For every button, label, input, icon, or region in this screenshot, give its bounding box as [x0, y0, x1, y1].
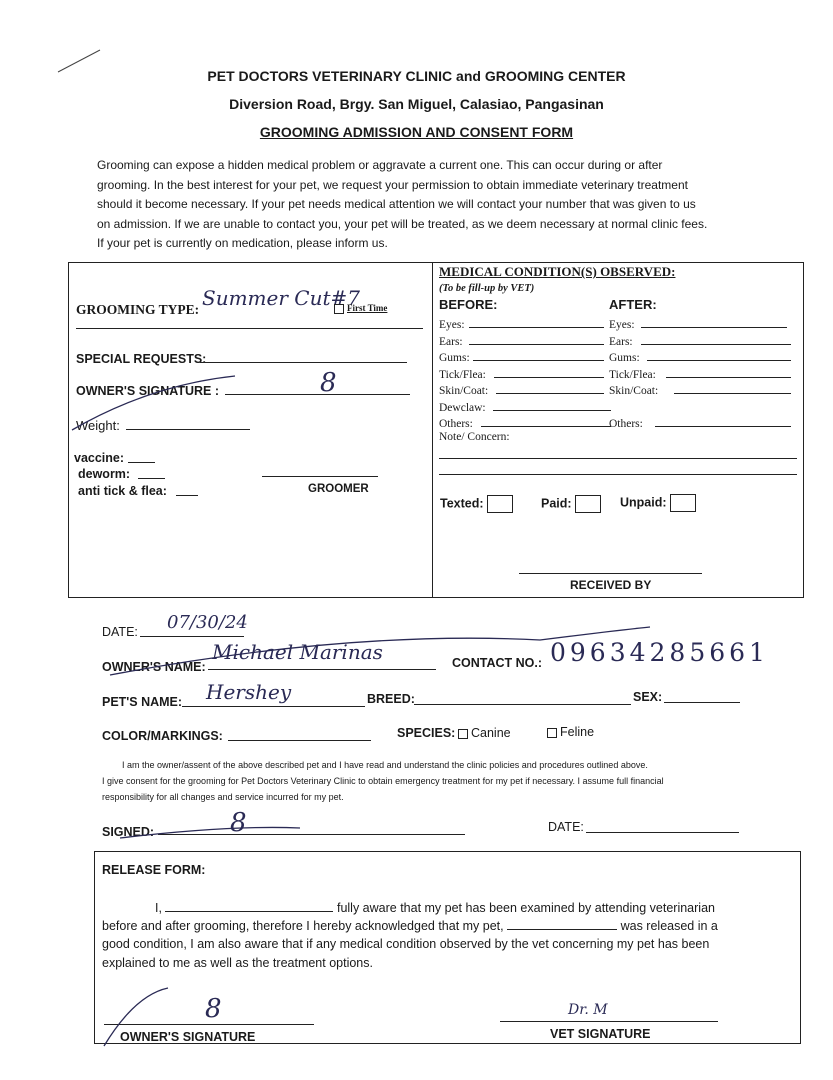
- clinic-name: PET DOCTORS VETERINARY CLINIC and GROOMING CENTER: [207, 68, 626, 84]
- after-item-label: Ears:: [609, 335, 633, 348]
- consent-line-1: I am the owner/assent of the above described pet and I have read and understand the clinic policies and procedures outlined above.: [122, 760, 648, 770]
- grooming-type-label: GROOMING TYPE:: [76, 302, 200, 317]
- intro-line: should it become necessary. If your pet needs medical attention we will contact your number that was given to us: [97, 197, 696, 211]
- grooming-type-value[interactable]: Summer Cut#7: [202, 286, 360, 310]
- after-item-label: Gums:: [609, 352, 640, 364]
- consent-date-label: DATE:: [548, 820, 584, 834]
- medical-title: MEDICAL CONDITION(S) OBSERVED:: [439, 264, 676, 279]
- owner-name-value: Michael Marinas: [212, 640, 383, 664]
- breed-label: BREED:: [367, 692, 415, 706]
- after-item-label: Tick/Flea:: [609, 368, 656, 381]
- release-owner-signature-mark: 8: [205, 994, 222, 1024]
- release-line-4: explained to me as well as the treatment options.: [102, 956, 373, 970]
- consent-line-3: responsibility for all changes and service incurred for my pet.: [102, 792, 344, 802]
- signature-stroke: [110, 627, 650, 675]
- deworm-label: deworm:: [78, 467, 131, 481]
- weight-label: Weight:: [76, 418, 120, 433]
- release-i-label: I,: [155, 901, 162, 915]
- contact-value: 09634285661: [550, 638, 769, 667]
- texted-label: Texted:: [440, 496, 484, 511]
- release-title: RELEASE FORM:: [102, 863, 206, 877]
- owner-name-label: OWNER'S NAME:: [102, 660, 206, 674]
- vet-signature-mark: Dr. M: [568, 1002, 608, 1018]
- antitick-label: anti tick & flea:: [78, 484, 167, 498]
- after-item-label: Eyes:: [609, 319, 635, 331]
- before-label: BEFORE:: [439, 297, 498, 312]
- signature-stroke: [72, 376, 235, 430]
- intro-line: If your pet is currently on medication, please inform us.: [97, 236, 388, 250]
- received-by-label: RECEIVED BY: [570, 578, 652, 592]
- canine-label: Canine: [471, 726, 511, 740]
- form-title: GROOMING ADMISSION AND CONSENT FORM: [259, 124, 574, 140]
- first-time-label: First Time: [347, 303, 388, 313]
- groomer-label: GROOMER: [308, 483, 369, 495]
- signed-mark: 8: [230, 808, 247, 838]
- clinic-address: Diversion Road, Brgy. San Miguel, Calasiao, Pangasinan: [229, 96, 604, 112]
- paid-label: Paid:: [541, 496, 572, 511]
- before-item-label: Gums:: [439, 352, 470, 364]
- vaccine-label: vaccine:: [74, 451, 125, 465]
- before-item-label: Eyes:: [439, 319, 465, 331]
- release-text: before and after grooming, therefore I hereby acknowledged that my pet,: [102, 919, 504, 933]
- intro-line: grooming. In the best interest for your pet, we request your permission to obtain immediate veterinary treatment: [97, 177, 688, 192]
- before-item-label: Dewclaw:: [439, 401, 486, 414]
- owner-signature-mark: 8: [320, 368, 337, 398]
- contact-label: CONTACT NO.:: [452, 656, 543, 670]
- intro-line: on admission. If we are unable to contact you, your pet will be treated, as we deem necessary at normal clinic fees.: [97, 216, 708, 231]
- signature-stroke: [104, 988, 168, 1046]
- sex-label: SEX:: [633, 690, 663, 704]
- after-item-label: Others:: [609, 418, 643, 430]
- release-text: fully aware that my pet has been examined by attending veterinarian: [336, 901, 715, 915]
- stray-pen-mark: [58, 50, 100, 72]
- release-line-3: good condition, I am also aware that if any medical condition observed by the vet concerning my pet has been: [102, 937, 710, 951]
- unpaid-label: Unpaid:: [620, 495, 667, 510]
- special-requests-label: SPECIAL REQUESTS:: [76, 352, 207, 366]
- signature-stroke: [120, 827, 300, 838]
- date-value: 07/30/24: [167, 612, 248, 633]
- before-item-label: Others:: [439, 418, 473, 430]
- pet-name-label: PET'S NAME:: [102, 695, 183, 709]
- before-item-label: Tick/Flea:: [439, 368, 486, 381]
- note-label: Note/ Concern:: [439, 431, 510, 443]
- after-item-label: Skin/Coat:: [609, 385, 659, 397]
- pet-name-value: Hershey: [206, 680, 292, 704]
- before-item-label: Ears:: [439, 335, 463, 348]
- consent-line-2: I give consent for the grooming for Pet Doctors Veterinary Clinic to obtain emergency treatment for my pet if necessary. I assume full financial: [102, 776, 664, 786]
- species-label: SPECIES:: [397, 726, 456, 740]
- vet-signature-label: VET SIGNATURE: [550, 1027, 651, 1041]
- signed-label: SIGNED:: [102, 825, 155, 839]
- release-owner-signature-label: OWNER'S SIGNATURE: [120, 1030, 256, 1044]
- color-label: COLOR/MARKINGS:: [102, 729, 223, 743]
- owner-signature-label: OWNER'S SIGNATURE :: [76, 384, 220, 398]
- intro-line: Grooming can expose a hidden medical problem or aggravate a current one. This can occur during or after: [97, 158, 663, 172]
- medical-subtitle: (To be fill-up by VET): [439, 283, 535, 294]
- date-label: DATE:: [102, 625, 138, 639]
- before-item-label: Skin/Coat:: [439, 385, 489, 397]
- feline-label: Feline: [560, 725, 595, 739]
- after-label: AFTER:: [609, 297, 657, 312]
- release-text: was released in a: [620, 919, 718, 933]
